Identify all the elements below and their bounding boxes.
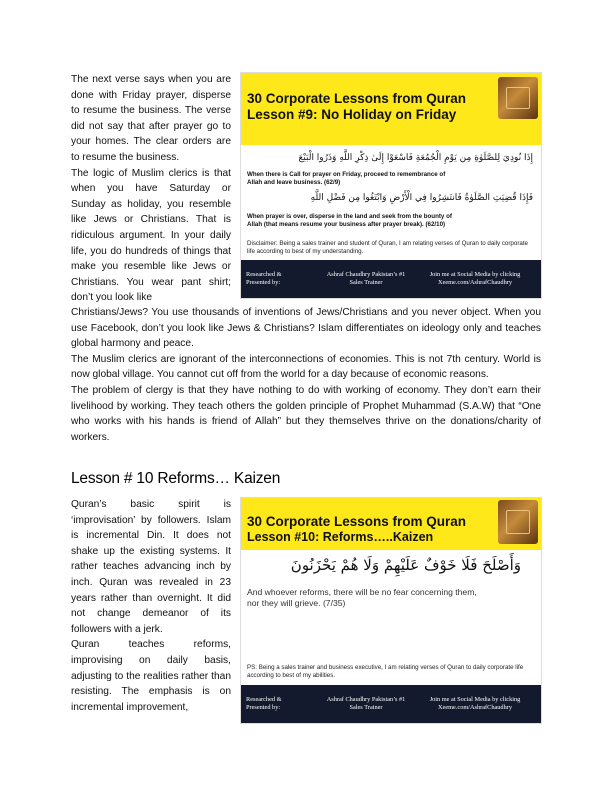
paragraph: Quran teaches reforms, improvising on daily basis, adjusting to the realities rather than resisting. The emphasis is on incremental improvement, xyxy=(71,639,231,713)
banner-title: 30 Corporate Lessons from Quran xyxy=(247,91,467,106)
paragraph: The Muslim clerics are ignorant of the interconnections of economies. This is not 7th century. World is now global village. You cannot cut off from the world for a day because of economic reasons. xyxy=(71,353,541,381)
banner-lesson-title: Lesson #10: Reforms…..Kaizen xyxy=(247,530,434,544)
banner-lesson-title: Lesson #9: No Holiday on Friday xyxy=(247,107,457,122)
lesson9-banner xyxy=(240,72,542,299)
footer-social-link[interactable]: Join me at Social Media by clicking Xeeme.com/AshrafChaudhry xyxy=(429,271,521,286)
verse-translation: When there is Call for prayer on Friday, proceed to remembrance of Allah and leave business. (62/9) xyxy=(247,171,446,186)
footer-presented-by: Researched & Presented by: xyxy=(246,271,282,286)
banner-footer xyxy=(241,685,541,723)
banner-title: 30 Corporate Lessons from Quran xyxy=(247,514,467,529)
banner-disclaimer: Disclaimer: Being a sales trainer and student of Quran, I am relating verses of Quran to daily corporate life according to best of my understanding. xyxy=(247,240,528,255)
section2-column-text xyxy=(71,497,231,715)
quran-book-icon xyxy=(498,77,538,119)
paragraph: The problem of clergy is that they have nothing to do with working of economy. They don’t earn their livelihood by working. They teach others the golden principle of Prophet Muhammad (S.A.W) that “One who works with his hands is friend of Allah” but they themselves thrive on the donations/charity of workers. xyxy=(71,384,541,443)
banner-footer xyxy=(241,260,541,298)
paragraph: Quran’s basic spirit is ‘improvisation’ by followers. Islam is incremental Din. It does not shake up the existing systems. It rather teaches advancing inch by inch. Quran was revealed in 23 years rather than overnight. It did not change demeanor of its followers with a jerk. xyxy=(71,499,231,635)
section1-full-text xyxy=(71,305,541,445)
paragraph: Christians/Jews? You use thousands of inventions of Jews/Christians and you never object. When you use Facebook, don’t you look like Jews & Christians? Islam differentiates on ideology only and teaches global harmony and peace. xyxy=(71,307,541,350)
paragraph: The logic of Muslim clerics is that when you have Saturday or Sunday as holiday, you resemble like Jews or Christians. That is ridiculous argument. In your daily life, you do hundreds of things that make you resemble like Jews or Christians. You wear pant shirt; don’t you look like xyxy=(71,167,231,304)
arabic-verse: إِذَا نُودِيَ لِلصَّلَوٰةِ مِن يَوْمِ الْجُمُعَةِ فَاسْعَوْا إِلَىٰ ذِكْرِ اللَّهِ وَذَرُوا الْبَيْعَ xyxy=(298,153,533,163)
section1-column-text xyxy=(71,72,231,306)
footer-author: Ashraf Chaudhry Pakistan’s #1 Sales Trainer xyxy=(326,271,406,286)
footer-author: Ashraf Chaudhry Pakistan’s #1 Sales Trainer xyxy=(326,696,406,711)
lesson10-heading: Lesson # 10 Reforms… Kaizen xyxy=(71,470,281,487)
quran-book-icon xyxy=(498,500,538,544)
lesson10-banner xyxy=(240,497,542,724)
banner-disclaimer: PS: Being a sales trainer and business executive, I am relating verses of Quran to daily corporate life according to best of my abilities. xyxy=(247,664,524,679)
verse-translation: When prayer is over, disperse in the land and seek from the bounty of Allah (that means resume your business after prayer break). (62/10) xyxy=(247,213,452,228)
footer-social-link[interactable]: Join me at Social Media by clicking Xeeme.com/AshrafChaudhry xyxy=(429,696,521,711)
paragraph: The next verse says when you are done with Friday prayer, disperse to resume the business. The verse did not say that after prayer go to your homes. The clear orders are to resume the business. xyxy=(71,74,231,163)
arabic-verse: وَأَصْلَحَ فَلَا خَوْفٌ عَلَيْهِمْ وَلَا هُمْ يَحْزَنُونَ xyxy=(290,556,521,574)
footer-presented-by: Researched & Presented by: xyxy=(246,696,282,711)
arabic-verse: فَإِذَا قُضِيَتِ الصَّلَوٰةُ فَانتَشِرُوا فِي الْأَرْضِ وَابْتَغُوا مِن فَضْلِ اللَّهِ xyxy=(310,193,533,203)
verse-translation: And whoever reforms, there will be no fear concerning them, nor they will grieve. (7/35) xyxy=(247,587,477,608)
